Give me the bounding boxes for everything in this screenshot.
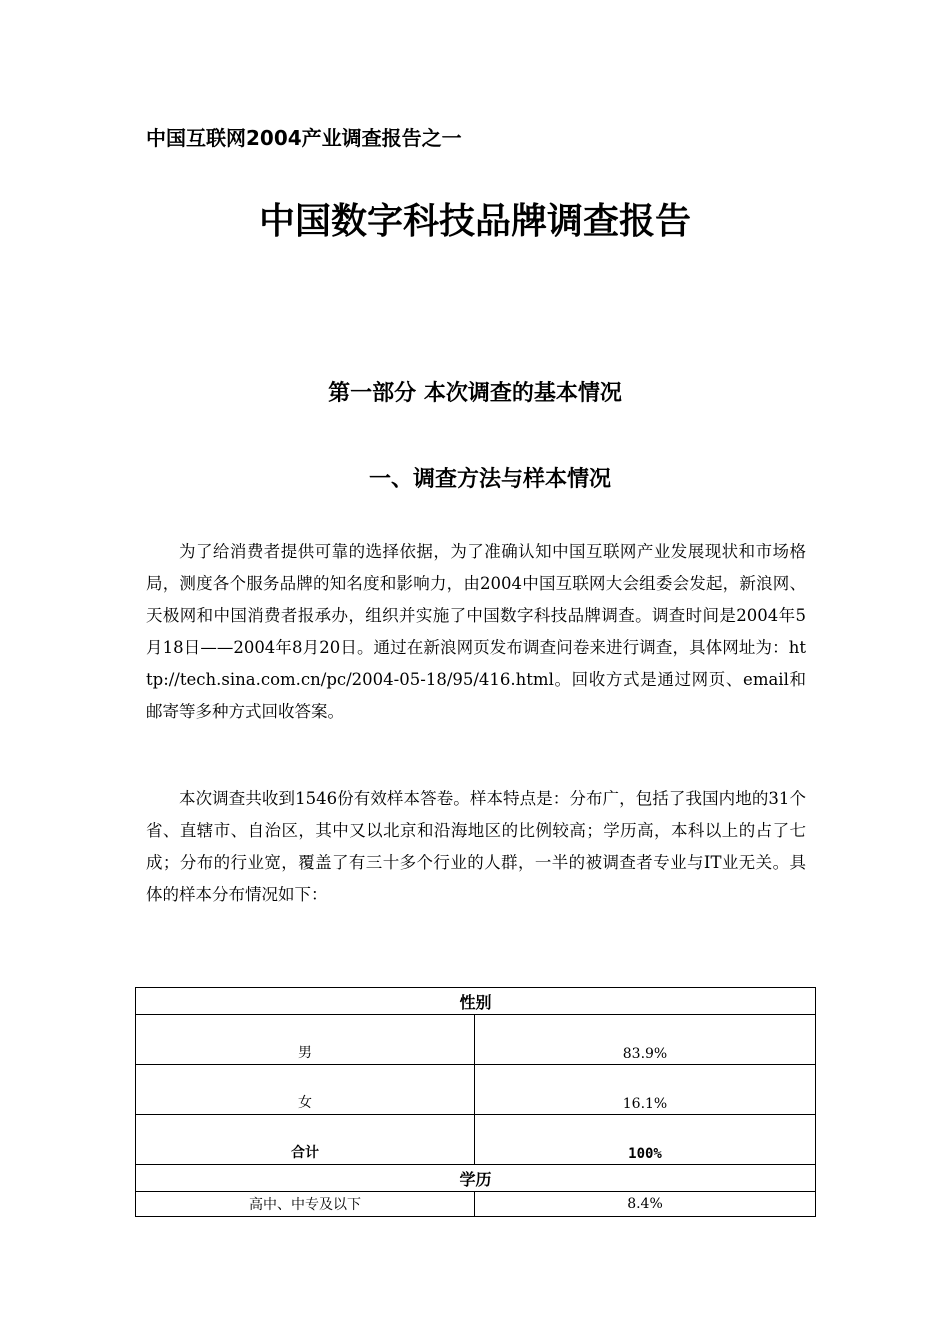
paragraph-sample-overview: 本次调查共收到1546份有效样本答卷。样本特点是：分布广，包括了我国内地的31个省、直辖市、自治区，其中又以北京和沿海地区的比例较高；学历高，本科以上的占了七成；分布的行业宽，覆盖了有三十多个行业的人群，一半的被调查者专业与IT业无关。具体的样本分布情况如下： — [146, 789, 806, 904]
row-label-high-school: 高中、中专及以下 — [136, 1192, 475, 1217]
row-label-female: 女 — [136, 1065, 475, 1115]
gender-group-header: 性别 — [136, 988, 816, 1015]
table-group-header-row — [136, 1165, 816, 1192]
table-row — [136, 1192, 816, 1217]
row-value-female: 16.1% — [475, 1065, 816, 1115]
section-heading: 一、调查方法与样本情况 — [368, 467, 611, 492]
education-group-header: 学历 — [136, 1165, 816, 1192]
total-value: 100% — [475, 1115, 816, 1165]
paragraph-survey-method: 为了给消费者提供可靠的选择依据，为了准确认知中国互联网产业发展现状和市场格局，测度各个服务品牌的知名度和影响力，由2004中国互联网大会组委会发起，新浪网、天极网和中国消费者报承办，组织并实施了中国数字科技品牌调查。调查时间是2004年5月18日——2004年8月20日。通过在新浪网页发布调查问卷来进行调查，具体网址为：http://tech.sina.com.cn/pc/2004-05-18/95/416.html。回收方式是通过网页、email和邮寄等多种方式回收答案。 — [146, 542, 806, 721]
table-total-row — [136, 1115, 816, 1165]
table-group-header-row — [136, 988, 816, 1015]
table-row — [136, 1065, 816, 1115]
row-value-high-school: 8.4% — [475, 1192, 816, 1217]
row-value-male: 83.9% — [475, 1015, 816, 1065]
report-series-title: 中国互联网2004产业调查报告之一 — [146, 126, 462, 150]
part-heading: 第一部分 本次调查的基本情况 — [328, 381, 622, 406]
report-main-title: 中国数字科技品牌调查报告 — [258, 201, 691, 242]
total-label: 合计 — [136, 1115, 475, 1165]
row-label-male: 男 — [136, 1015, 475, 1065]
table-row — [136, 1015, 816, 1065]
sample-distribution-table — [135, 987, 816, 1217]
